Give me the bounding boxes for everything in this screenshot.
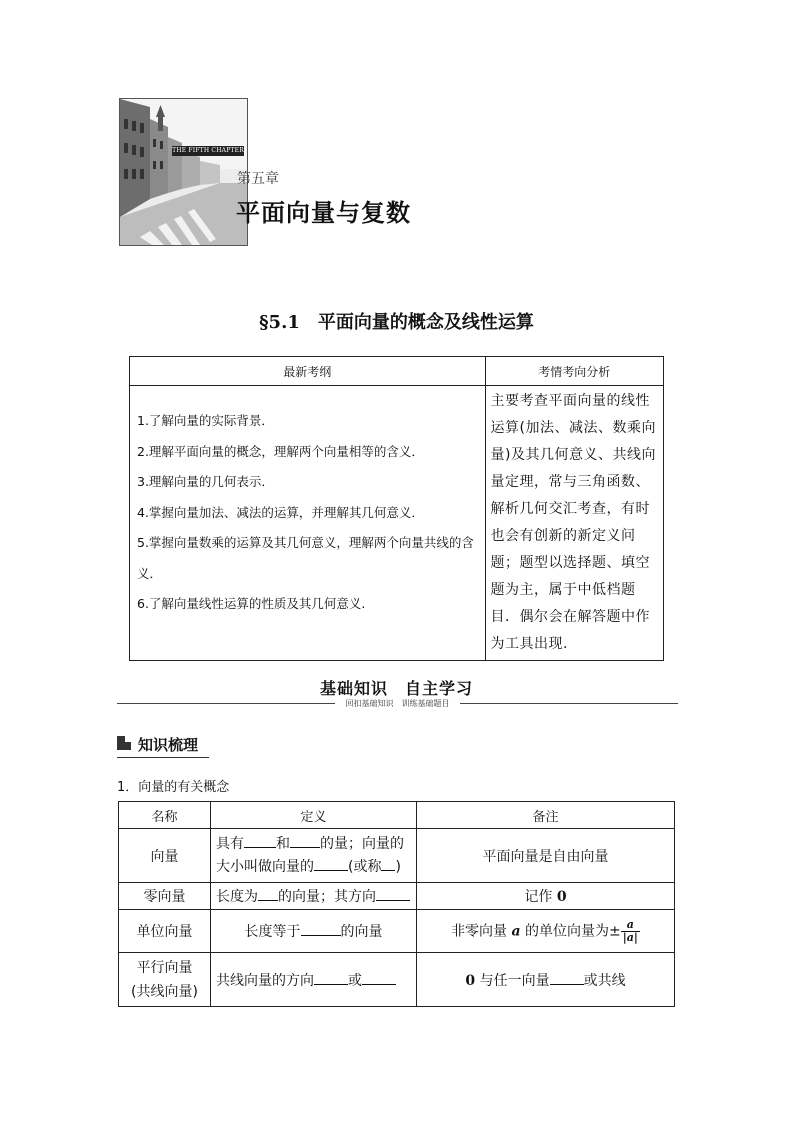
note-text: 非零向量 — [451, 923, 512, 939]
concept-name: 向量 — [119, 829, 211, 883]
knowledge-underline — [117, 757, 209, 758]
divider-left — [117, 703, 335, 704]
note-text: 或共线 — [583, 972, 626, 989]
note-text: 的单位向量为± — [520, 923, 621, 939]
def-text: 长度为 — [216, 889, 258, 905]
unit-vector-fraction — [621, 919, 640, 944]
answer-blank — [362, 972, 396, 985]
answer-blank — [290, 835, 320, 848]
concept-name: 单位向量 — [119, 910, 211, 953]
answer-blank — [314, 858, 348, 871]
answer-blank — [314, 972, 348, 985]
answer-blank — [301, 923, 341, 936]
knowledge-square-icon-notch — [125, 736, 131, 742]
concept-note — [417, 883, 675, 910]
def-text: 长度等于 — [244, 924, 301, 940]
answer-blank — [550, 972, 584, 985]
syllabus-item: 6.了解向量线性运算的性质及其几何意义. — [137, 596, 366, 611]
knowledge-title: 知识梳理 — [138, 736, 199, 754]
fraction-denominator: |a| — [622, 930, 638, 944]
divider-right — [460, 703, 678, 704]
basics-heading: 基础知识 自主学习 — [319, 679, 473, 698]
concept-definition — [211, 829, 417, 883]
syllabus-list — [130, 386, 486, 661]
outline-header-analysis: 考情考向分析 — [485, 357, 663, 386]
zero-vector-symbol: 0 — [465, 972, 476, 989]
concept-name — [119, 953, 211, 1007]
section-title-text: 平面向量的概念及线性运算 — [317, 312, 534, 333]
concept-note: 平面向量是自由向量 — [417, 829, 675, 883]
concept-note — [417, 910, 675, 953]
zero-vector-symbol: 0 — [556, 889, 567, 905]
chapter-title: 平面向量与复数 — [236, 199, 411, 227]
def-text: (或称 — [348, 858, 382, 875]
def-text: 的向量 — [340, 924, 383, 940]
def-text: 具有 — [216, 835, 244, 852]
fraction-numerator: a — [621, 919, 640, 932]
syllabus-item: 1.了解向量的实际背景． — [137, 413, 274, 428]
chapter-number: 第五章 — [237, 171, 279, 187]
chapter-banner-image — [119, 98, 248, 246]
answer-blank — [381, 858, 395, 871]
table-row — [119, 953, 675, 1007]
concept-definition — [211, 953, 417, 1007]
analysis-text: 主要考查平面向量的线性运算(加法、减法、数乘向量)及其几何意义、共线向量定理，常与三角函数、解析几何交汇考查，有时也会有创新的新定义问题；题型以选择题、填空题为主，属于中低档题目．偶尔会在解答题中作为工具出现. — [485, 386, 663, 661]
table-row — [119, 910, 675, 953]
def-text: 共线向量的方向 — [216, 972, 314, 989]
chapter-banner-tag: THE FIFTH CHAPTER — [172, 147, 244, 154]
concept-table — [118, 801, 675, 1007]
syllabus-item: 3.理解向量的几何表示． — [137, 474, 274, 489]
vector-symbol: a — [511, 923, 521, 939]
concept-header-name: 名称 — [119, 802, 211, 829]
outline-header-syllabus: 最新考纲 — [130, 357, 486, 386]
note-text: 与任一向量 — [475, 972, 550, 989]
basics-subheading: 回扣基础知识 训练基础题目 — [345, 699, 450, 708]
concept-definition — [211, 910, 417, 953]
table-row — [119, 829, 675, 883]
syllabus-item: 5.掌握向量数乘的运算及其几何意义，理解两个向量共线的含义． — [137, 535, 474, 581]
concept-definition — [211, 883, 417, 910]
outline-table — [129, 356, 664, 661]
item-heading: 1．向量的有关概念 — [117, 780, 230, 795]
def-text: 的量；向量的大小叫做向量的 — [216, 835, 404, 875]
concept-name-line: (共线向量) — [131, 983, 198, 1000]
table-row — [119, 883, 675, 910]
section-title — [0, 308, 793, 334]
note-text: 记作 — [524, 889, 557, 905]
answer-blank — [376, 888, 410, 901]
answer-blank — [258, 888, 278, 901]
def-text: 的向量；其方向 — [278, 889, 376, 905]
concept-note — [417, 953, 675, 1007]
concept-header-definition: 定义 — [211, 802, 417, 829]
syllabus-item: 4.掌握向量加法、减法的运算，并理解其几何意义． — [137, 504, 424, 520]
concept-name-line: 平行向量 — [136, 959, 193, 976]
def-text: ) — [395, 858, 401, 875]
answer-blank — [244, 835, 276, 848]
section-number: §5.1 — [259, 312, 300, 333]
syllabus-item: 2.理解平面向量的概念，理解两个向量相等的含义． — [137, 443, 424, 459]
def-text: 和 — [276, 835, 290, 852]
concept-name: 零向量 — [119, 883, 211, 910]
def-text: 或 — [348, 972, 362, 989]
concept-header-note: 备注 — [417, 802, 675, 829]
